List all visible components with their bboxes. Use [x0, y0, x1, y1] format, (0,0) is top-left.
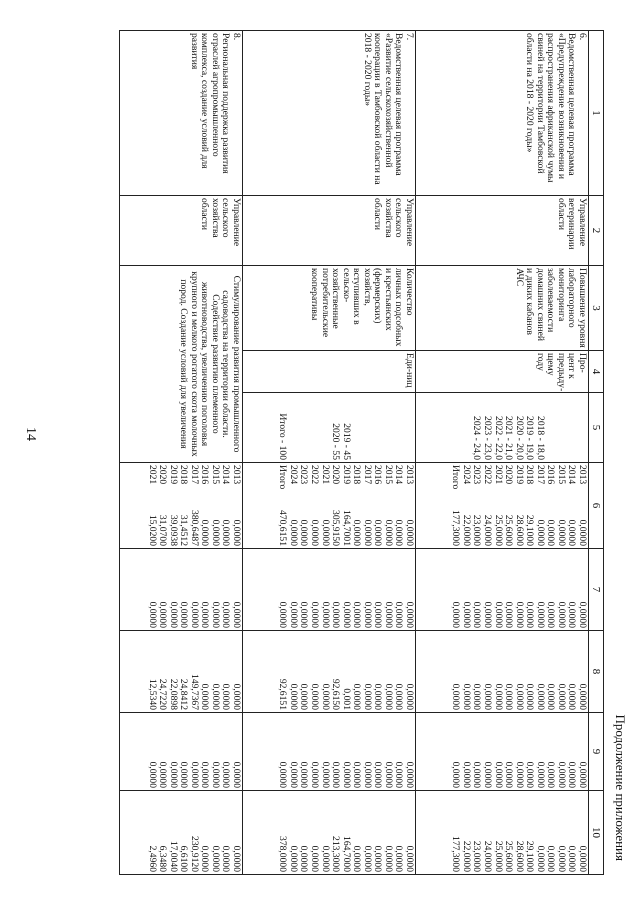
- local-budget-values: 0,0000 0,0000 0,0000 0,0000 0,0000 0,0000 0,0000 0,0000 0,0000 0,0000 0,0000 0,0000 0,0000: [242, 713, 415, 791]
- continuation-caption: Продолжение приложения: [613, 714, 628, 861]
- target-values-cell: 2019 - 45 2020 - 55 Итого - 100: [242, 393, 415, 463]
- executor-cell: Управление ветеринарии области: [415, 196, 588, 266]
- federal-values: 0,0000 0,0000 0,0000 0,0000 0,0000 0,0000 0,0000 0,0000 0,0000 0,0000 0,0000 0,0000 0,0000: [415, 549, 588, 631]
- local-budget-values: 0,0000 0,0000 0,0000 0,0000 0,0000 0,0000 0,0000 0,0000 0,0000: [119, 713, 242, 791]
- indicator-cell: Количество личных подсобных и крестьянских (фермерских) хозяйств, вступивших в сельско-хозяйственные потребительские кооперативы: [242, 266, 415, 351]
- years-and-total-cell: [242, 463, 415, 549]
- unit-cell: Еди-ниц: [242, 351, 415, 393]
- total-values: 0,0000 0,0000 0,0000 0,0000 0,0000 29,1000 28,6000 25,6000 25,0000 24,0000 23,0000 22,0000 177,3000: [450, 510, 588, 546]
- table-row: [415, 31, 588, 875]
- row-number: 6.: [576, 33, 588, 41]
- program-cell: [242, 31, 415, 196]
- years-and-total-cell: [119, 463, 242, 549]
- executor-cell: Управление сельского хозяйства области: [242, 196, 415, 266]
- total-values: 0,0000 0,0000 0,0000 0,0000 0,0000 0,0000 164,7001 305,9150 0,0000 0,0000 0,0000 0,0000 470,6151: [277, 510, 415, 546]
- program-cell: [119, 31, 242, 196]
- regional-budget-values: 0,0000 0,0000 0,0000 0,0000 0,0000 29,1000 28,6000 25,6000 25,0000 24,0000 23,0000 22,0000 177,3000: [415, 791, 588, 875]
- executor-cell: Управление сельского хозяйства области: [119, 196, 242, 266]
- program-name: Ведомственная целевая программа «Развитие сельскохозяйственной кооперации в Тамбовской области на 2018 - 2020 годы»: [361, 33, 405, 185]
- federal-budget-values: 0,0000 0,0000 0,0000 0,0000 0,0000 0,0000 0,0000 0,0000 0,0000 0,0000 0,0000 0,0000 0,0000: [415, 631, 588, 713]
- unit-cell: Про-цент к предыду-щему году: [415, 351, 588, 393]
- col-header-9: 9: [588, 713, 603, 791]
- page-number: 14: [23, 427, 38, 441]
- col-header-10: 10: [588, 791, 603, 875]
- federal-budget-values: 0,0000 0,0000 0,0000 0,0000 149,7367 24,8412 22,0898 24,7220 12,5340: [119, 631, 242, 713]
- col-header-1: 1: [588, 31, 603, 196]
- indicator-cell: Повышение уровня лабораторного мониторинга заболеваемости домашних свиней и диких кабанов АЧС: [415, 266, 588, 351]
- federal-values: 0,0000 0,0000 0,0000 0,0000 0,0000 0,0000 0,0000 0,0000 0,0000 0,0000 0,0000 0,0000 0,0000: [242, 549, 415, 631]
- col-header-2: 2: [588, 196, 603, 266]
- target-values-cell: 2018 - 18,0 2019 - 19,0 2020 - 20,0 2021 - 21,0 2022 - 22,0 2023 - 23,0 2024 - 24,0: [415, 393, 588, 463]
- table-row: [119, 31, 242, 875]
- years-and-total-cell: [415, 463, 588, 549]
- table-row: [242, 31, 415, 875]
- row-number: 7.: [403, 33, 415, 41]
- program-table: [119, 30, 604, 875]
- year-list: 2013 2014 2015 2016 2017 2018 2019 2020 2021 2022 2023 2024 Итого: [277, 465, 415, 490]
- col-header-3: 3: [588, 266, 603, 351]
- program-cell: [415, 31, 588, 196]
- col-header-8: 8: [588, 631, 603, 713]
- federal-values: 0,0000 0,0000 0,0000 0,0000 0,0000 0,0000 0,0000 0,0000 0,0000: [119, 549, 242, 631]
- regional-budget-values: 0,0000 0,0000 0,0000 0,0000 230,9120 6,6100 17,0040 6,3480 2,4960: [119, 791, 242, 875]
- year-list: 2013 2014 2015 2016 2017 2018 2019 2020 2021 2022 2023 2024 Итого: [450, 465, 588, 490]
- indicator-cell: Стимулирование развития промышленного садоводства на территории области. Содействие развитию племенного животноводства, увеличению поголовья крупного и мелкого рогатого скота молочных пород. Создание условий для увеличения: [119, 266, 242, 463]
- local-budget-values: 0,0000 0,0000 0,0000 0,0000 0,0000 0,0000 0,0000 0,0000 0,0000 0,0000 0,0000 0,0000 0,0000: [415, 713, 588, 791]
- program-name: Ведомственная целевая программа «Предупреждение возникновения и распространения африканской чумы свиней на территории Тамбовской области на 2018 - 2020 годы»: [524, 33, 578, 183]
- col-header-4: 4: [588, 351, 603, 393]
- row-number: 8.: [230, 33, 242, 41]
- col-header-5: 5: [588, 393, 603, 463]
- header-row: [588, 31, 603, 875]
- year-list: 2013 2014 2015 2016 2017 2018 2019 2020 2021: [146, 465, 242, 485]
- program-name: Региональная поддержка развития отраслей агропромышленного комплекса, создание условий для развития: [188, 33, 232, 174]
- col-header-7: 7: [588, 549, 603, 631]
- total-values: 0,0000 0,0000 0,0000 0,0000 380,6487 31,4512 39,0938 31,0700 15,0200: [146, 510, 242, 546]
- regional-budget-values: 0,0000 0,0000 0,0000 0,0000 0,0000 0,0000 164,7000 213,3000 0,0000 0,0000 0,0000 0,0000 378,0000: [242, 791, 415, 875]
- federal-budget-values: 0,0000 0,0000 0,0000 0,0000 0,0000 0,0000 0,001 92,6150 0,0000 0,0000 0,0000 0,0000 92,6151: [242, 631, 415, 713]
- col-header-6: 6: [588, 463, 603, 549]
